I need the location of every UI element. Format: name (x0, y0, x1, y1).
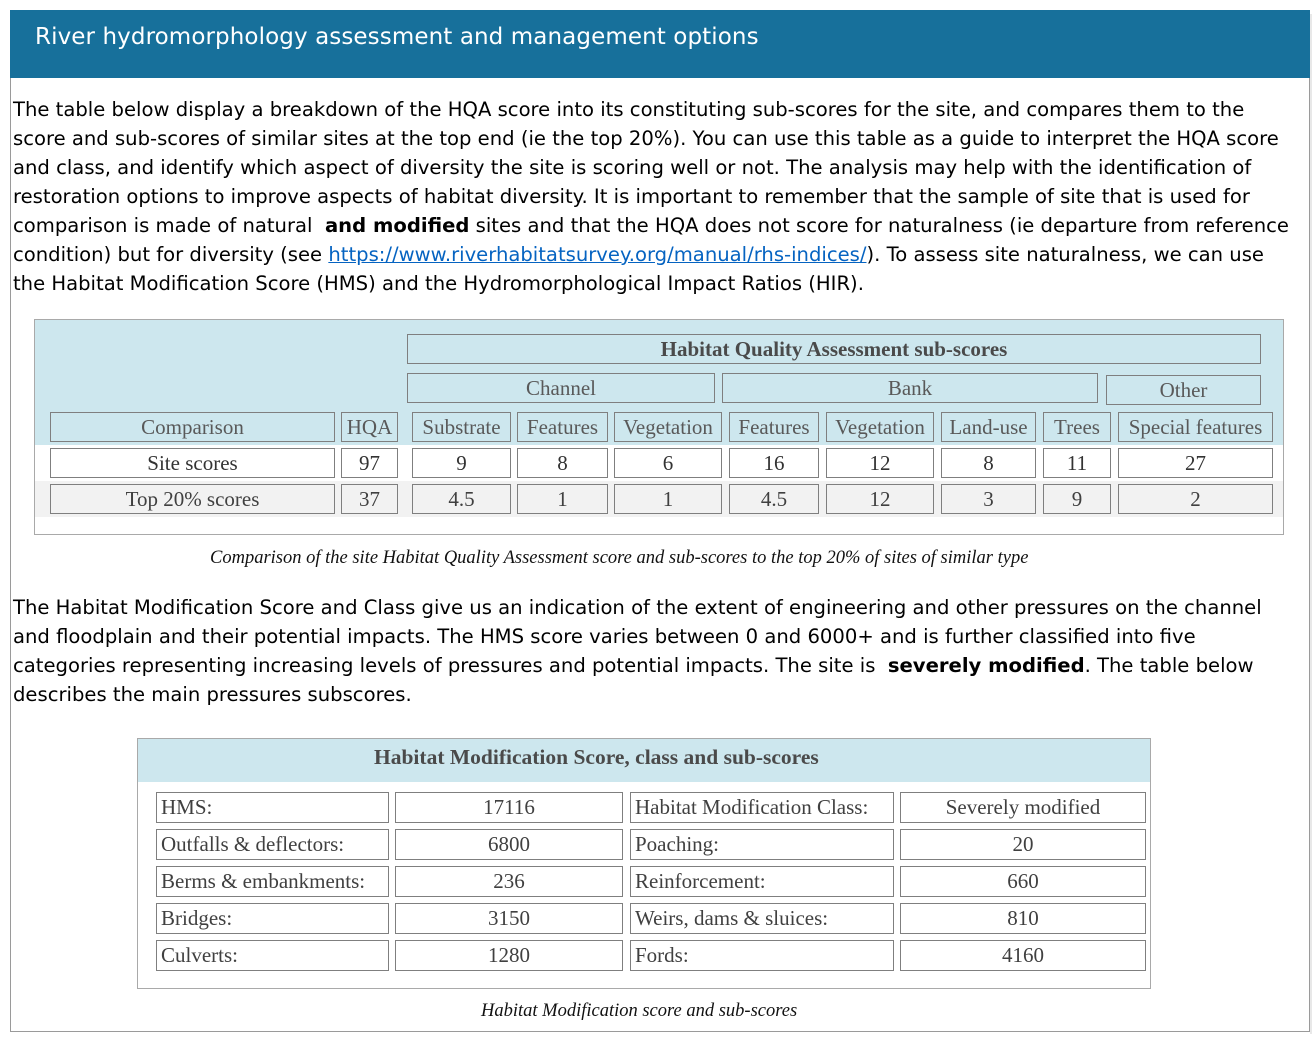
table-cell: 9 (412, 448, 511, 478)
row-label-top-20: Top 20% scores (50, 484, 335, 514)
col-substrate: Substrate (412, 412, 511, 442)
hms-intro-line-1: The Habitat Modification Score and Class give us an indication of the extent of engineering and other pressures on the channel (13, 596, 1262, 619)
hms-table-caption: Habitat Modification score and sub-scores (481, 1001, 798, 1021)
hms-value: 810 (900, 903, 1146, 934)
row-label-site-scores: Site scores (50, 448, 335, 478)
section-header (10, 10, 1310, 78)
group-channel: Channel (407, 373, 715, 403)
hms-value: 4160 (900, 940, 1146, 971)
table-cell: 12 (826, 484, 934, 514)
table-cell: 4.5 (412, 484, 511, 514)
hms-intro-line-3 (13, 651, 1305, 680)
hms-label: Fords: (630, 940, 894, 971)
table-cell: 12 (826, 448, 934, 478)
hms-label: Poaching: (630, 829, 894, 860)
col-channel-features: Features (517, 412, 608, 442)
table-cell: 97 (341, 448, 398, 478)
intro-line-3: and class, and identify which aspect of diversity the site is scoring well or not. The analysis may help with the identification of (13, 156, 1252, 179)
col-land-use: Land-use (941, 412, 1036, 442)
hms-label: Habitat Modification Class: (630, 792, 894, 823)
table-cell: 1 (614, 484, 722, 514)
hms-value: Severely modified (900, 792, 1146, 823)
rhs-indices-link[interactable]: https://www.riverhabitatsurvey.org/manual/rhs-indices/ (328, 243, 867, 266)
hms-intro-line-4: describes the main pressures subscores. (13, 683, 412, 706)
hqa-table-title: Habitat Quality Assessment sub-scores (407, 334, 1261, 364)
col-trees: Trees (1043, 412, 1111, 442)
intro-line-6 (13, 240, 1305, 269)
intro-text: sites and that the HQA does not score for naturalness (ie departure from reference (469, 214, 1289, 237)
group-other: Other (1106, 375, 1261, 405)
page-title: River hydromorphology assessment and management options (35, 24, 759, 50)
hms-label: Bridges: (156, 903, 389, 934)
table-cell: 4.5 (729, 484, 819, 514)
hms-label: Reinforcement: (630, 866, 894, 897)
hms-intro-text: . The table below (1084, 654, 1254, 677)
table-cell: 16 (729, 448, 819, 478)
hms-label: Weirs, dams & sluices: (630, 903, 894, 934)
intro-text: ). To assess site naturalness, we can use (866, 243, 1264, 266)
col-special-features: Special features (1118, 412, 1273, 442)
col-bank-features: Features (729, 412, 819, 442)
intro-line-1: The table below display a breakdown of the HQA score into its constituting sub-scores for the site, and compares them to the (13, 98, 1245, 121)
table-cell: 11 (1043, 448, 1111, 478)
hms-value: 1280 (395, 940, 623, 971)
hms-value: 17116 (395, 792, 623, 823)
hms-label: HMS: (156, 792, 389, 823)
table-cell: 6 (614, 448, 722, 478)
table-cell: 1 (517, 484, 608, 514)
hms-value: 660 (900, 866, 1146, 897)
intro-line-4: restoration options to improve aspects of habitat diversity. It is important to remember that the sample of site that is used for (13, 185, 1250, 208)
hms-label: Outfalls & deflectors: (156, 829, 389, 860)
intro-line-2: score and sub-scores of similar sites at the top end (ie the top 20%). You can use this table as a guide to interpret the HQA score (13, 127, 1279, 150)
intro-line-7: the Habitat Modification Score (HMS) and the Hydromorphological Impact Ratios (HIR). (13, 272, 864, 295)
hms-label: Berms & embankments: (156, 866, 389, 897)
hms-value: 236 (395, 866, 623, 897)
col-hqa: HQA (341, 412, 398, 442)
table-cell: 8 (941, 448, 1036, 478)
hms-intro-bold-text: severely modified (887, 654, 1085, 677)
hms-value: 20 (900, 829, 1146, 860)
table-cell: 2 (1118, 484, 1273, 514)
table-cell: 8 (517, 448, 608, 478)
hms-intro-text: categories representing increasing levels of pressures and potential impacts. The site is (13, 654, 888, 677)
table-cell: 37 (341, 484, 398, 514)
intro-text: comparison is made of natural (13, 214, 325, 237)
col-bank-vegetation: Vegetation (826, 412, 934, 442)
hms-value: 3150 (395, 903, 623, 934)
hms-label: Culverts: (156, 940, 389, 971)
intro-line-5 (13, 211, 1305, 240)
table-cell: 3 (941, 484, 1036, 514)
hms-intro-line-2: and floodplain and their potential impacts. The HMS score varies between 0 and 6000+ and is further classified into five (13, 625, 1196, 648)
intro-text: condition) but for diversity (see (13, 243, 329, 266)
group-bank: Bank (722, 373, 1098, 403)
col-channel-vegetation: Vegetation (614, 412, 722, 442)
hms-table-title: Habitat Modification Score, class and sub-scores (374, 745, 819, 769)
hqa-table-caption: Comparison of the site Habitat Quality Assessment score and sub-scores to the top 20% of sites of similar type (210, 548, 1029, 568)
intro-bold-text: and modified (324, 214, 470, 237)
table-cell: 27 (1118, 448, 1273, 478)
table-cell: 9 (1043, 484, 1111, 514)
hms-value: 6800 (395, 829, 623, 860)
col-comparison: Comparison (50, 412, 335, 442)
